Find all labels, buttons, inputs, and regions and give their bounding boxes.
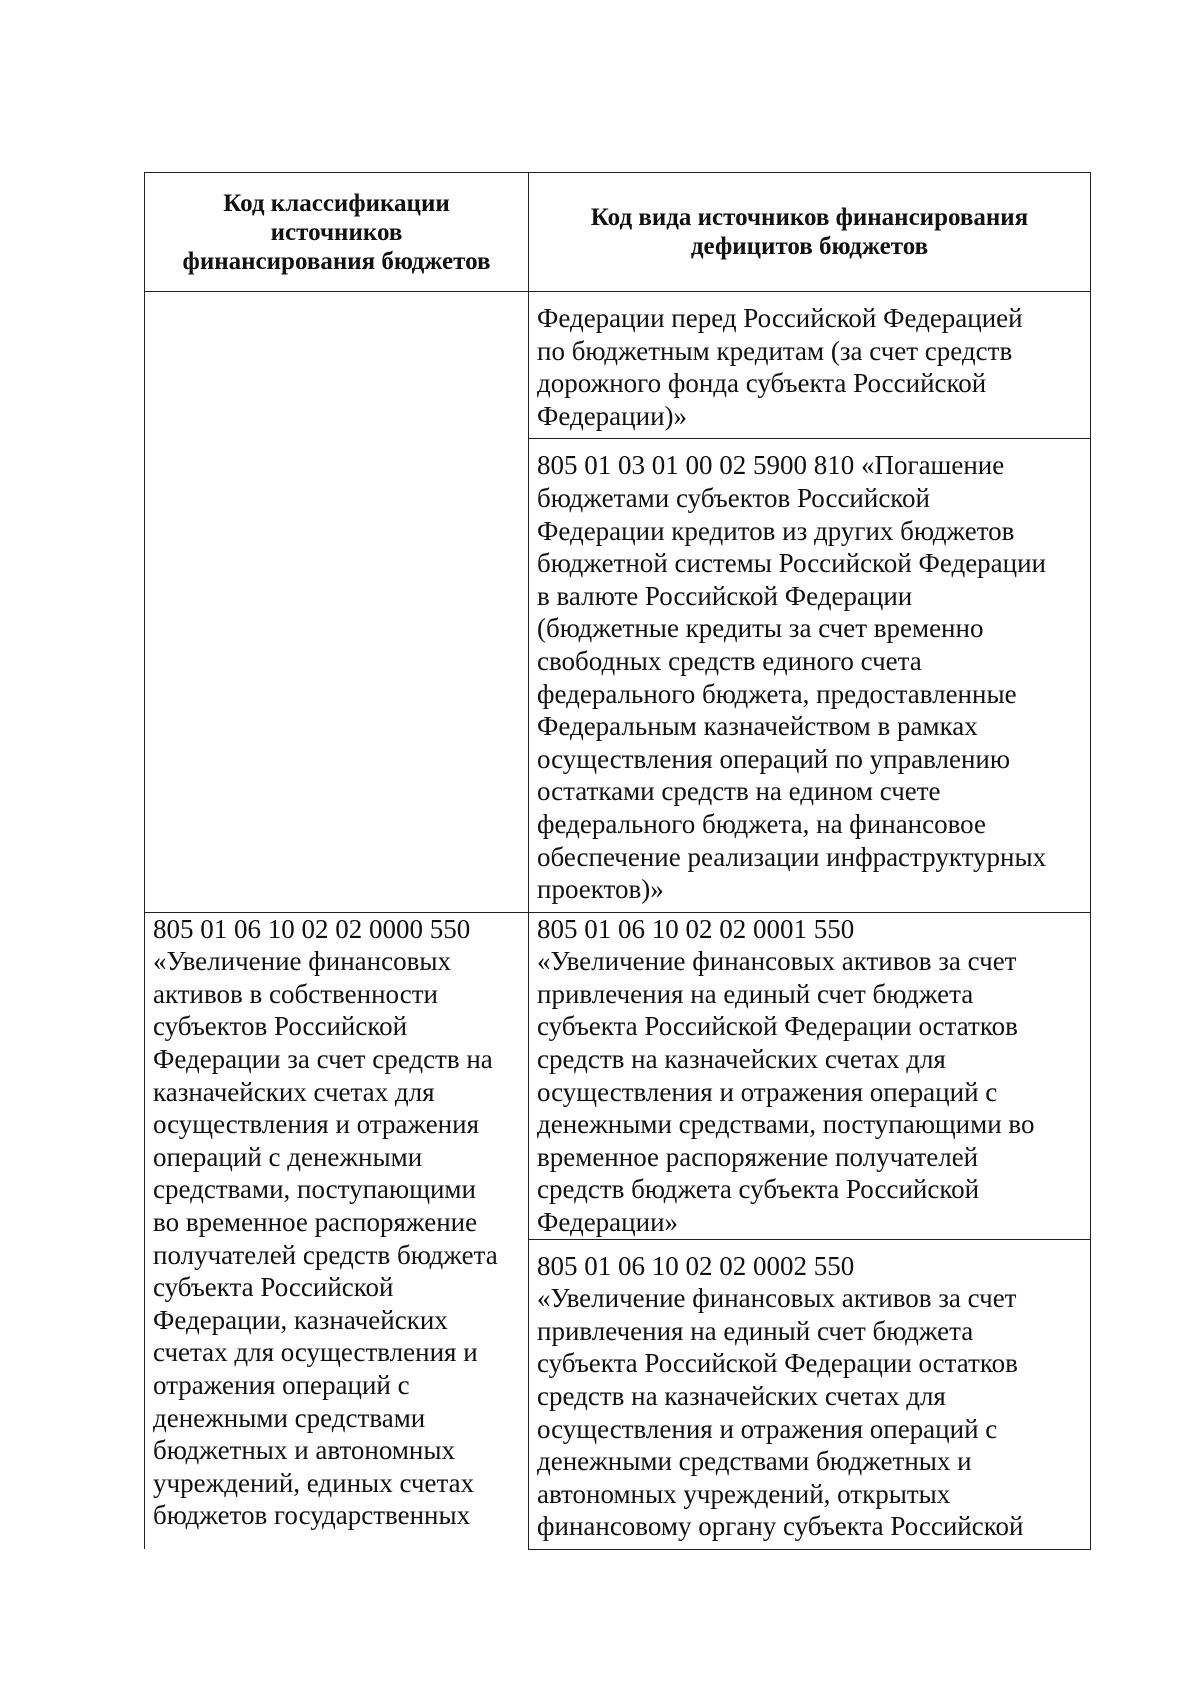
source-type-code-cell [529,292,1091,439]
cell-line: во временное распоряжение [153,1207,478,1238]
cell-line: учреждений, единых счетах [153,1467,475,1498]
cell-line: получателей средств бюджета [153,1239,498,1270]
cell-line: субъекта Российской Федерации остатков [537,1348,1018,1379]
cell-line: временное распоряжение получателей [537,1141,979,1172]
cell-line: федерального бюджета, предоставленные [537,678,1017,709]
cell-line: «Увеличение финансовых [153,946,451,977]
cell-line: остатками средств на едином счете [537,776,941,807]
cell-line: денежными средствами, поступающими во [537,1109,1035,1140]
classification-code-cell [145,292,529,913]
cell-line: активов в собственности [153,978,438,1009]
cell-line: Федерации кредитов из других бюджетов [537,515,1015,546]
cell-line: в валюте Российской Федерации [537,580,913,611]
cell-line: бюджетов государственных [153,1500,471,1531]
cell-line: средствами, поступающими [153,1174,476,1205]
cell-line: 805 01 06 10 02 02 0000 550 [153,913,471,944]
cell-line: субъекта Российской [153,1272,394,1303]
cell-line: осуществления и отражения операций с [537,1413,998,1444]
classification-code-cell [145,912,529,1549]
cell-line: свободных средств единого счета [537,645,922,676]
cell-line: осуществления и отражения операций с [537,1076,998,1107]
cell-line: Федерации за счет средств на [153,1044,493,1075]
cell-line: средств на казначейских счетах для [537,1381,946,1411]
cell-line: денежными средствами бюджетных и [537,1446,972,1477]
table-header-row [145,173,1091,292]
cell-line: по бюджетным кредитам (за счет средств [537,335,1013,366]
cell-line: средств бюджета субъекта Российской [537,1174,980,1205]
table-row [145,292,1091,439]
cell-line: (бюджетные кредиты за счет временно [537,613,984,644]
source-type-code-cell [529,912,1091,1239]
cell-line: денежными средствами [153,1402,426,1433]
cell-line: 805 01 03 01 00 02 5900 810 «Погашение [537,450,1005,481]
cell-line: счетах для осуществления и [153,1337,478,1368]
cell-line: казначейских счетах для [153,1076,435,1107]
cell-line: автономных учреждений, открытых [537,1478,951,1509]
cell-line: обеспечение реализации инфраструктурных [537,841,1047,872]
table-row [145,912,1091,1239]
cell-line: средств на казначейских счетах для [537,1044,946,1075]
cell-line: привлечения на единый счет бюджета [537,978,974,1009]
cell-line: Федерации» [537,1207,679,1238]
cell-line: «Увеличение финансовых активов за счет [537,946,1017,977]
cell-line: бюджетами субъектов Российской [537,482,931,513]
header-classification-code [145,173,529,292]
header-source-type-code [529,173,1091,292]
cell-line: бюджетной системы Российской Федерации [537,548,1047,579]
header-line: Код классификации [223,189,450,217]
cell-line: привлечения на единый счет бюджета [537,1315,974,1346]
cell-line: бюджетных и автономных [153,1435,456,1466]
cell-line: Федерации перед Российской Федерацией [537,303,1023,333]
classification-table [144,172,1091,1550]
header-line: дефицитов бюджетов [690,233,929,260]
cell-line: федерального бюджета, на финансовое [537,808,986,839]
cell-line: 805 01 06 10 02 02 0001 550 [537,913,855,944]
cell-line: Федеральным казначейством в рамках [537,711,978,742]
cell-line: осуществления и отражения [153,1109,480,1140]
source-type-code-cell [529,1239,1091,1549]
header-line: финансирования бюджетов [182,247,491,275]
cell-line: субъектов Российской [153,1011,408,1042]
cell-line: Федерации)» [537,400,688,431]
cell-line: субъекта Российской Федерации остатков [537,1011,1018,1042]
header-line: Код вида источников финансирования [590,204,1029,231]
cell-line: осуществления операций по управлению [537,743,1011,774]
cell-line: 805 01 06 10 02 02 0002 550 [537,1250,855,1281]
cell-line: финансовому органу субъекта Российской [537,1511,1024,1542]
cell-line: отражения операций с [153,1370,410,1400]
cell-line: дорожного фонда субъекта Российской [537,368,987,399]
cell-line: проектов)» [537,874,664,905]
cell-line: Федерации, казначейских [153,1304,448,1335]
header-line: источников [270,218,403,246]
cell-line: операций с денежными [153,1141,423,1172]
source-type-code-cell [529,439,1091,912]
cell-line: «Увеличение финансовых активов за счет [537,1283,1017,1314]
